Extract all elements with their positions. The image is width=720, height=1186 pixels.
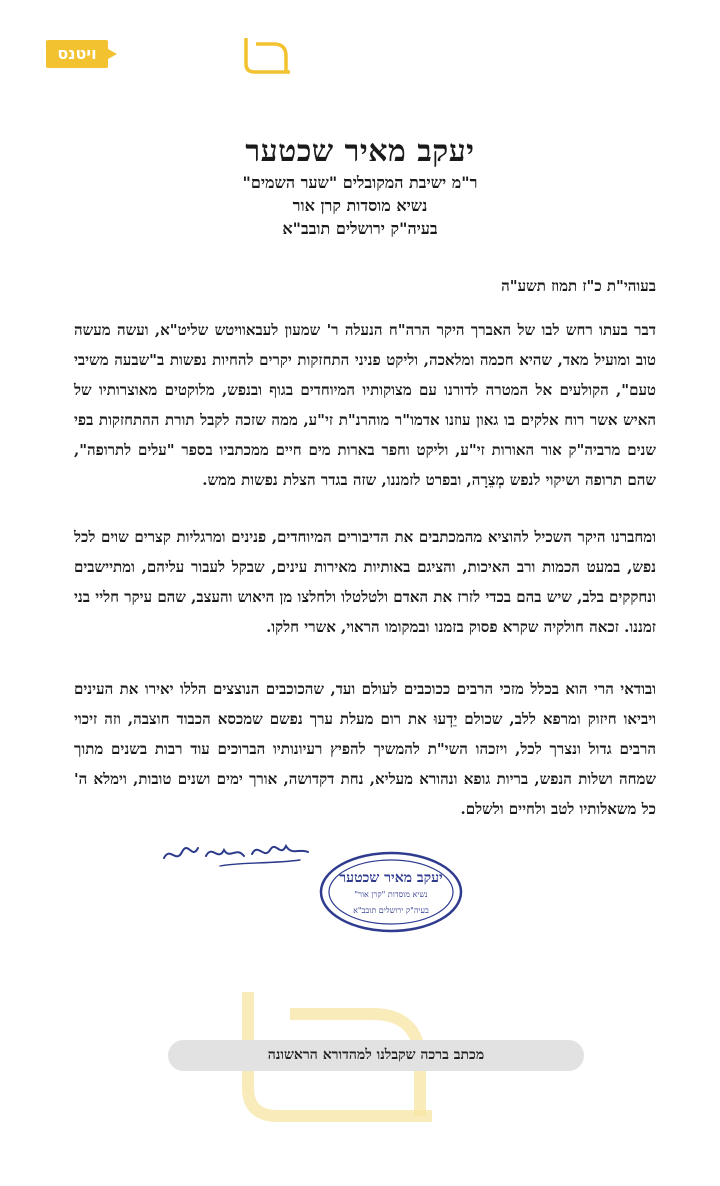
caption-bar: מכתב ברכה שקבלנו למהדורא הראשונה	[168, 1040, 584, 1071]
svg-text:יעקב מאיר שכטער: יעקב מאיר שכטער	[339, 870, 443, 886]
letter-date: בעוהי"ת כ"ז תמוז תשע"ה	[501, 277, 656, 295]
letterhead-city: בעיה"ק ירושלים תובב"א	[282, 219, 438, 238]
brand-logo-icon	[238, 34, 296, 74]
svg-text:בעיה"ק ירושלים תובב"א: בעיה"ק ירושלים תובב"א	[353, 906, 429, 915]
brand-badge: ויטנס	[46, 40, 108, 68]
letterhead-institution: נשיא מוסדות קרן אור	[292, 196, 428, 215]
handwritten-signature	[160, 836, 312, 872]
letter-paragraph-1: דבר בעתו רחש לבו של האברך היקר הרה"ח הנעלה ר' שמעון לעבאוויטש שליט"א, ועשה מעשה טוב ומועיל מאד, שהיא חכמה ומלאכה, וליקט פניני התחזקות יקרים להחיות נפשות ב"שבעה משיבי טעם", הקולעים אל המטרה לדורנו עם מצוקותיו המיוחדים בגוף ובנפש, מלוקטים מאוצרותיו של האיש אשר רוח אלקים בו גאון עוזנו אדמו"ר מוהרנ"ת זי"ע, ממה שזכה לקבל תורת ההתחזקות בפי שנים מרביה"ק אור האורות זי"ע, וליקט וחפר בארות מים חיים ממכתביו בספר "עלים לתרופה", שהם תרופה ושיקוי לנפש מְצֵרָה, ובפרט לזמננו, שזה בגדר הצלת נפשות ממש.	[74, 321, 656, 489]
letter-paragraph-3: ובודאי הרי הוא בכלל מזכי הרבים ככוכבים לעולם ועד, שהכוכבים הנוצצים הללו יאירו את העינים ויביאו חיזוק ומרפא ללב, שכולם יֵדְעוּ את רום מעלת ערך נפשם שמכסא הכבוד חוצבה, וזה זיכוי הרבים גדול ונצרך לכל, ויזכהו השי"ת להמשיך להפיץ רעיונותיו הברוכים עוד רבות בשנים מתוך שמחה ושלות הנפש, בריות גופא ונהורא מעליא, נחת דקדושה, אורך ימים ושנים טובות, וימלא ה' כל משאלותיו לטב ולחיים ולשלם.	[74, 680, 656, 818]
letterhead-name: יעקב מאיר שכטער	[245, 134, 475, 169]
svg-text:נשיא מוסדות "קרן אור": נשיא מוסדות "קרן אור"	[354, 890, 428, 899]
letter-paragraph-2: ומחברנו היקר השכיל להוציא מהמכתבים את הדיבורים המיוחדים, פנינים ומרגליות קצרים שוים לכל נפש, במעט הכמות ורב האיכות, והציגם באותיות מאירות עינים, שבקל לעבור עליהם, ומתיישבים ונחקקים בלב, שיש בהם בכדי לזרז את האדם ולטלטלו ולחלצו מן היאוש והעצב, שהם עיקר חליי בני זמננו. זכאה חולקיה שקרא פסוק בזמנו ובמקומו הראוי, אשרי חלקו.	[74, 528, 656, 636]
letterhead	[0, 133, 720, 240]
official-stamp	[318, 850, 464, 934]
letterhead-title: ר"מ ישיבת המקובלים "שער השמים"	[242, 173, 478, 192]
